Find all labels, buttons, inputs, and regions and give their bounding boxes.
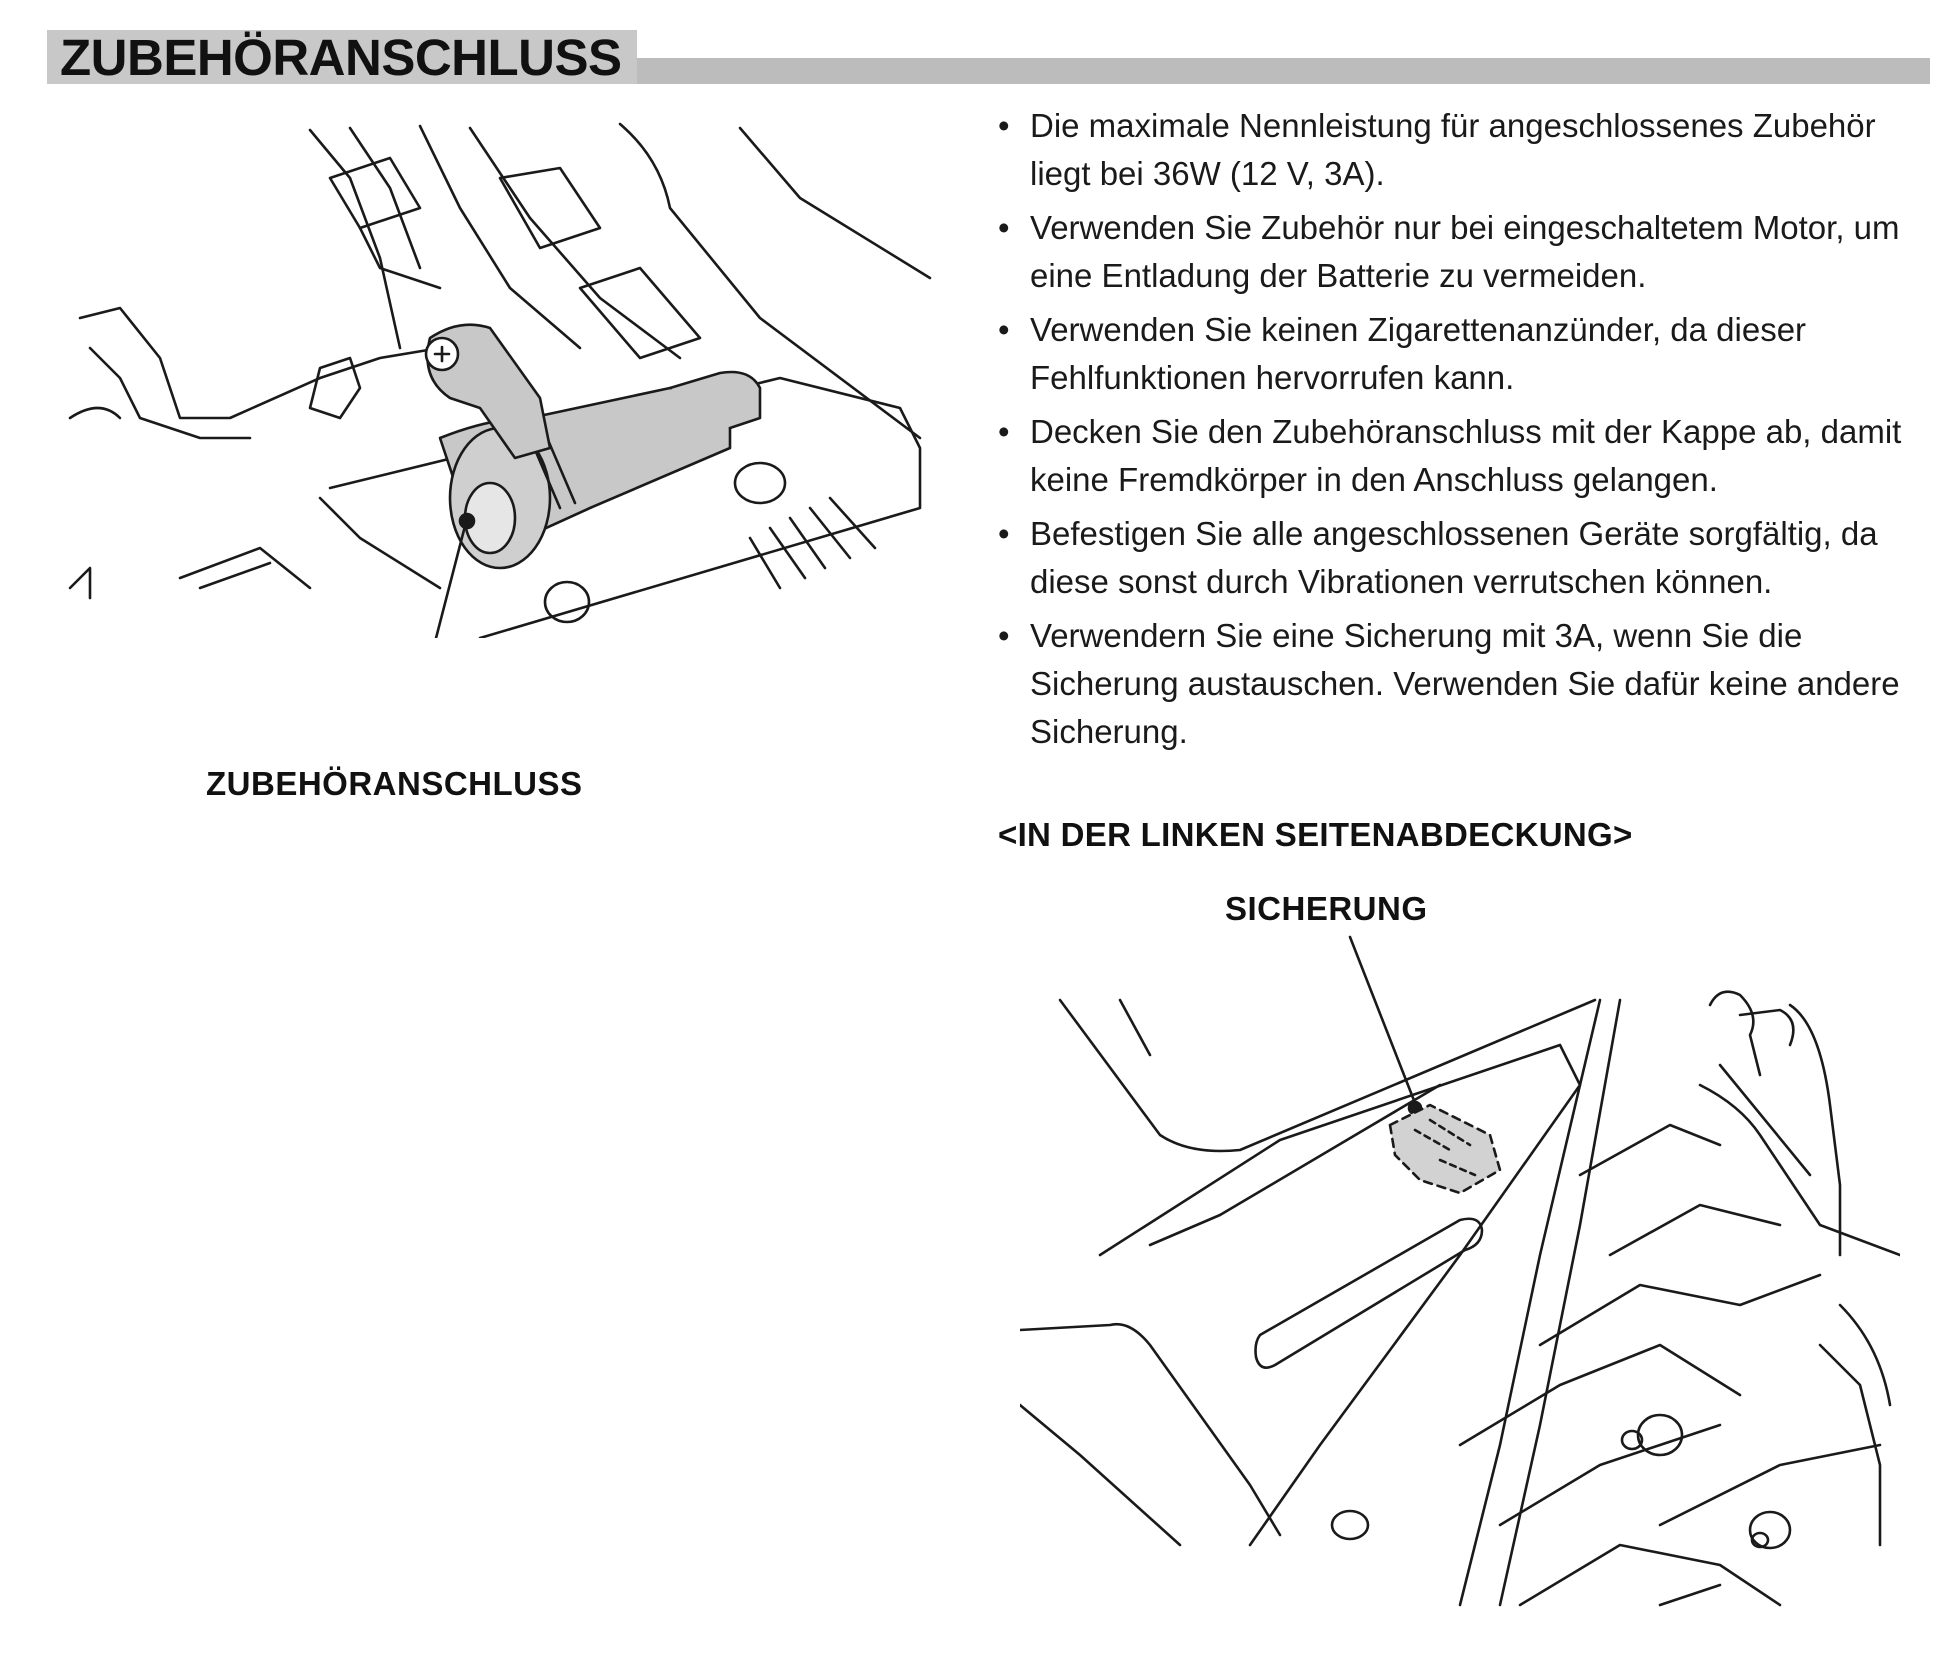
list-item: • Decken Sie den Zubehöranschluss mit der Kappe ab, damit keine Fremdkörper in den Anschluss gelangen. — [998, 408, 1938, 504]
list-item: • Verwendern Sie eine Sicherung mit 3A, wenn Sie die Sicherung austauschen. Verwenden Sie dafür keine andere Sicherung. — [998, 612, 1938, 756]
bullet-icon: • — [998, 311, 1010, 348]
bullet-icon: • — [998, 107, 1010, 144]
accessory-socket-label: ZUBEHÖRANSCHLUSS — [206, 765, 583, 802]
list-item: • Verwenden Sie Zubehör nur bei eingeschaltetem Motor, um eine Entladung der Batterie zu vermeiden. — [998, 204, 1938, 300]
section-subheading: <IN DER LINKEN SEITENABDECKUNG> — [998, 816, 1633, 853]
bullet-icon: • — [998, 209, 1010, 246]
fuse-label: SICHERUNG — [1225, 890, 1428, 927]
bullet-icon: • — [998, 515, 1010, 552]
bullet-icon: • — [998, 413, 1010, 450]
bullet-icon: • — [998, 617, 1010, 654]
header-rule — [630, 58, 1930, 84]
fuse-location-illustration — [1020, 925, 1900, 1625]
notes-list — [998, 102, 1938, 762]
list-item: • Die maximale Nennleistung für angeschlossenes Zubehör liegt bei 36W (12 V, 3A). — [998, 102, 1938, 198]
page-title: ZUBEHÖRANSCHLUSS — [60, 29, 622, 86]
accessory-socket-illustration — [60, 118, 940, 638]
list-item: • Befestigen Sie alle angeschlossenen Geräte sorgfältig, da diese sonst durch Vibrationen verrutschen können. — [998, 510, 1938, 606]
list-item: • Verwenden Sie keinen Zigarettenanzünder, da dieser Fehlfunktionen hervorrufen kann. — [998, 306, 1938, 402]
